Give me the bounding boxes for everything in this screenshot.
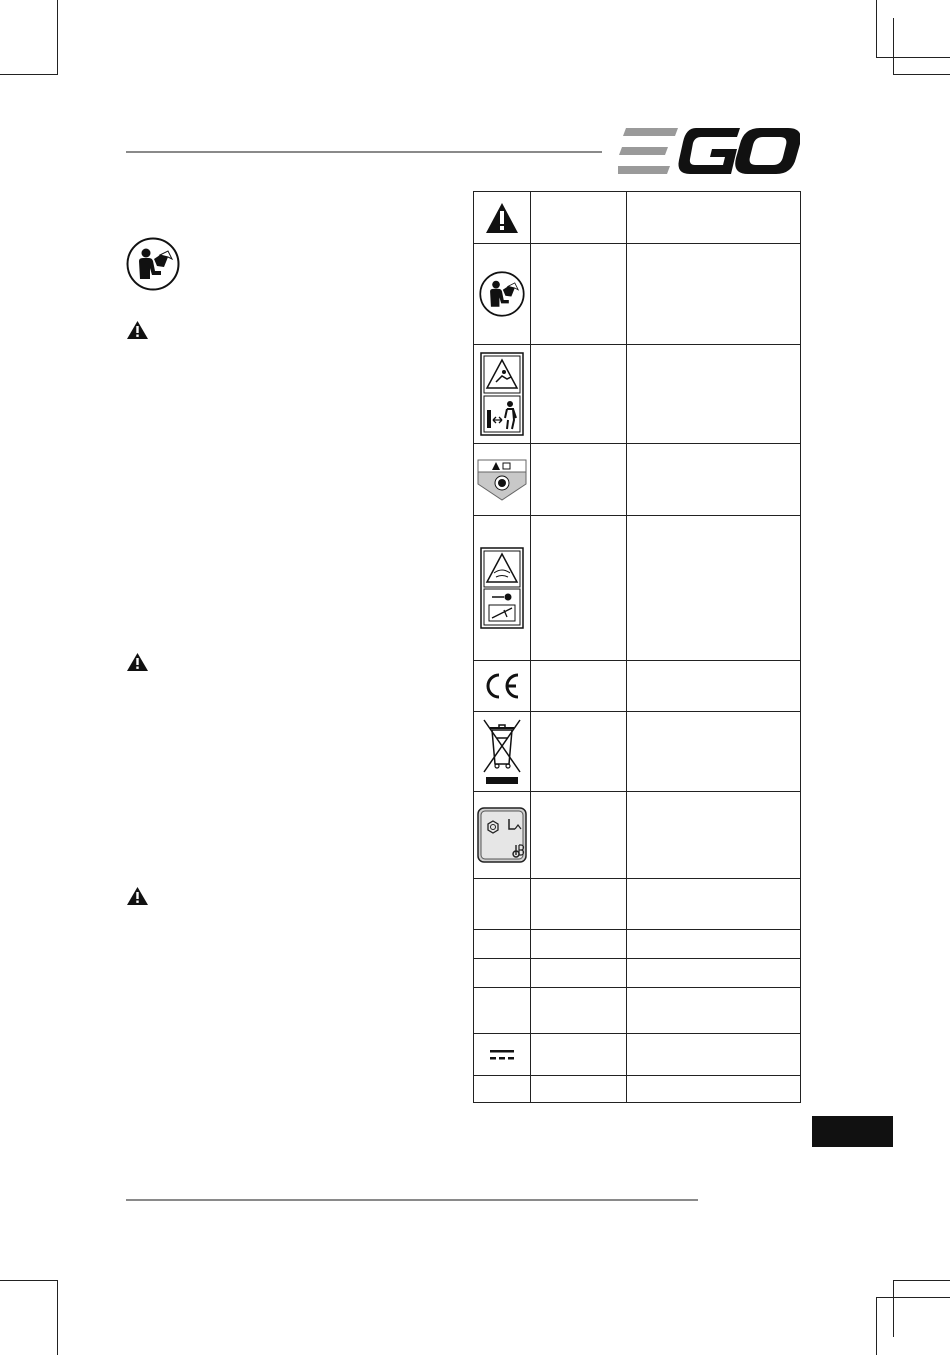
symbol-description xyxy=(627,444,801,516)
table-row xyxy=(474,661,801,712)
symbol-cell xyxy=(474,444,531,516)
table-row xyxy=(474,1076,801,1103)
table-row xyxy=(474,930,801,959)
symbol-description xyxy=(627,712,801,792)
crop-mark-top-left-v xyxy=(57,0,58,75)
symbol-cell xyxy=(474,516,531,661)
language-tab xyxy=(812,1116,893,1147)
crop-mark-bottom-right-h2 xyxy=(876,1297,950,1298)
symbol-name xyxy=(531,959,627,988)
weee-crossed-bin-icon xyxy=(480,716,524,788)
symbol-name xyxy=(531,244,627,345)
table-row xyxy=(474,792,801,879)
symbol-name xyxy=(531,988,627,1034)
symbol-cell xyxy=(474,345,531,444)
crop-mark-top-left-h xyxy=(0,74,58,75)
sound-power-level-icon xyxy=(477,807,527,863)
symbol-description xyxy=(627,988,801,1034)
symbol-name xyxy=(531,1034,627,1076)
read-manual-icon xyxy=(479,271,525,317)
symbol-name xyxy=(531,444,627,516)
crop-mark-bottom-right-h xyxy=(893,1280,950,1281)
table-row xyxy=(474,345,801,444)
symbol-name xyxy=(531,661,627,712)
symbol-cell xyxy=(474,792,531,879)
symbol-name xyxy=(531,930,627,959)
symbol-name xyxy=(531,1076,627,1103)
table-row xyxy=(474,444,801,516)
symbol-name xyxy=(531,516,627,661)
symbol-table xyxy=(473,191,801,1103)
symbol-description xyxy=(627,930,801,959)
warning-triangle-icon xyxy=(126,652,149,672)
symbol-cell xyxy=(474,192,531,244)
symbol-description xyxy=(627,1034,801,1076)
read-manual-icon xyxy=(126,237,180,291)
crop-mark-bottom-left-v xyxy=(57,1280,58,1355)
symbol-description xyxy=(627,959,801,988)
crop-mark-bottom-right-v2 xyxy=(893,1280,894,1337)
sharp-blades-remove-key-icon xyxy=(480,547,524,629)
table-row xyxy=(474,879,801,930)
crop-mark-bottom-right-v xyxy=(876,1297,877,1355)
ce-mark-icon xyxy=(483,672,521,700)
symbol-cell xyxy=(474,712,531,792)
keep-bystanders-away-icon xyxy=(480,352,524,436)
symbol-description xyxy=(627,516,801,661)
symbol-cell xyxy=(474,1034,531,1076)
table-row xyxy=(474,516,801,661)
table-row xyxy=(474,712,801,792)
table-row xyxy=(474,988,801,1034)
warning-triangle-icon xyxy=(126,320,149,340)
symbol-cell xyxy=(474,930,531,959)
crop-mark-top-right-h xyxy=(893,74,950,75)
symbol-description xyxy=(627,345,801,444)
header-rule xyxy=(126,151,602,153)
symbol-description xyxy=(627,792,801,879)
symbol-cell xyxy=(474,661,531,712)
symbol-cell xyxy=(474,1076,531,1103)
symbol-cell xyxy=(474,879,531,930)
symbol-description xyxy=(627,1076,801,1103)
footer-rule xyxy=(126,1199,698,1201)
symbol-description xyxy=(627,879,801,930)
symbol-name xyxy=(531,192,627,244)
symbol-cell xyxy=(474,244,531,345)
symbol-name xyxy=(531,792,627,879)
crop-mark-top-right-v xyxy=(876,0,877,58)
crop-mark-top-right-v2 xyxy=(893,18,894,75)
symbol-name xyxy=(531,345,627,444)
symbol-description xyxy=(627,244,801,345)
direct-current-icon xyxy=(489,1049,515,1061)
warning-triangle-icon xyxy=(126,886,149,906)
symbol-cell xyxy=(474,988,531,1034)
table-row xyxy=(474,1034,801,1076)
crop-mark-top-right-h2 xyxy=(876,57,950,58)
symbol-name xyxy=(531,712,627,792)
crop-mark-bottom-left-h xyxy=(0,1280,58,1281)
symbol-name xyxy=(531,879,627,930)
table-row xyxy=(474,959,801,988)
table-row xyxy=(474,192,801,244)
symbol-cell xyxy=(474,959,531,988)
symbol-description xyxy=(627,192,801,244)
table-row xyxy=(474,244,801,345)
symbol-description xyxy=(627,661,801,712)
ego-logo xyxy=(618,128,800,174)
warning-triangle-icon xyxy=(485,202,519,234)
wear-eye-protection-label-icon xyxy=(476,458,528,502)
